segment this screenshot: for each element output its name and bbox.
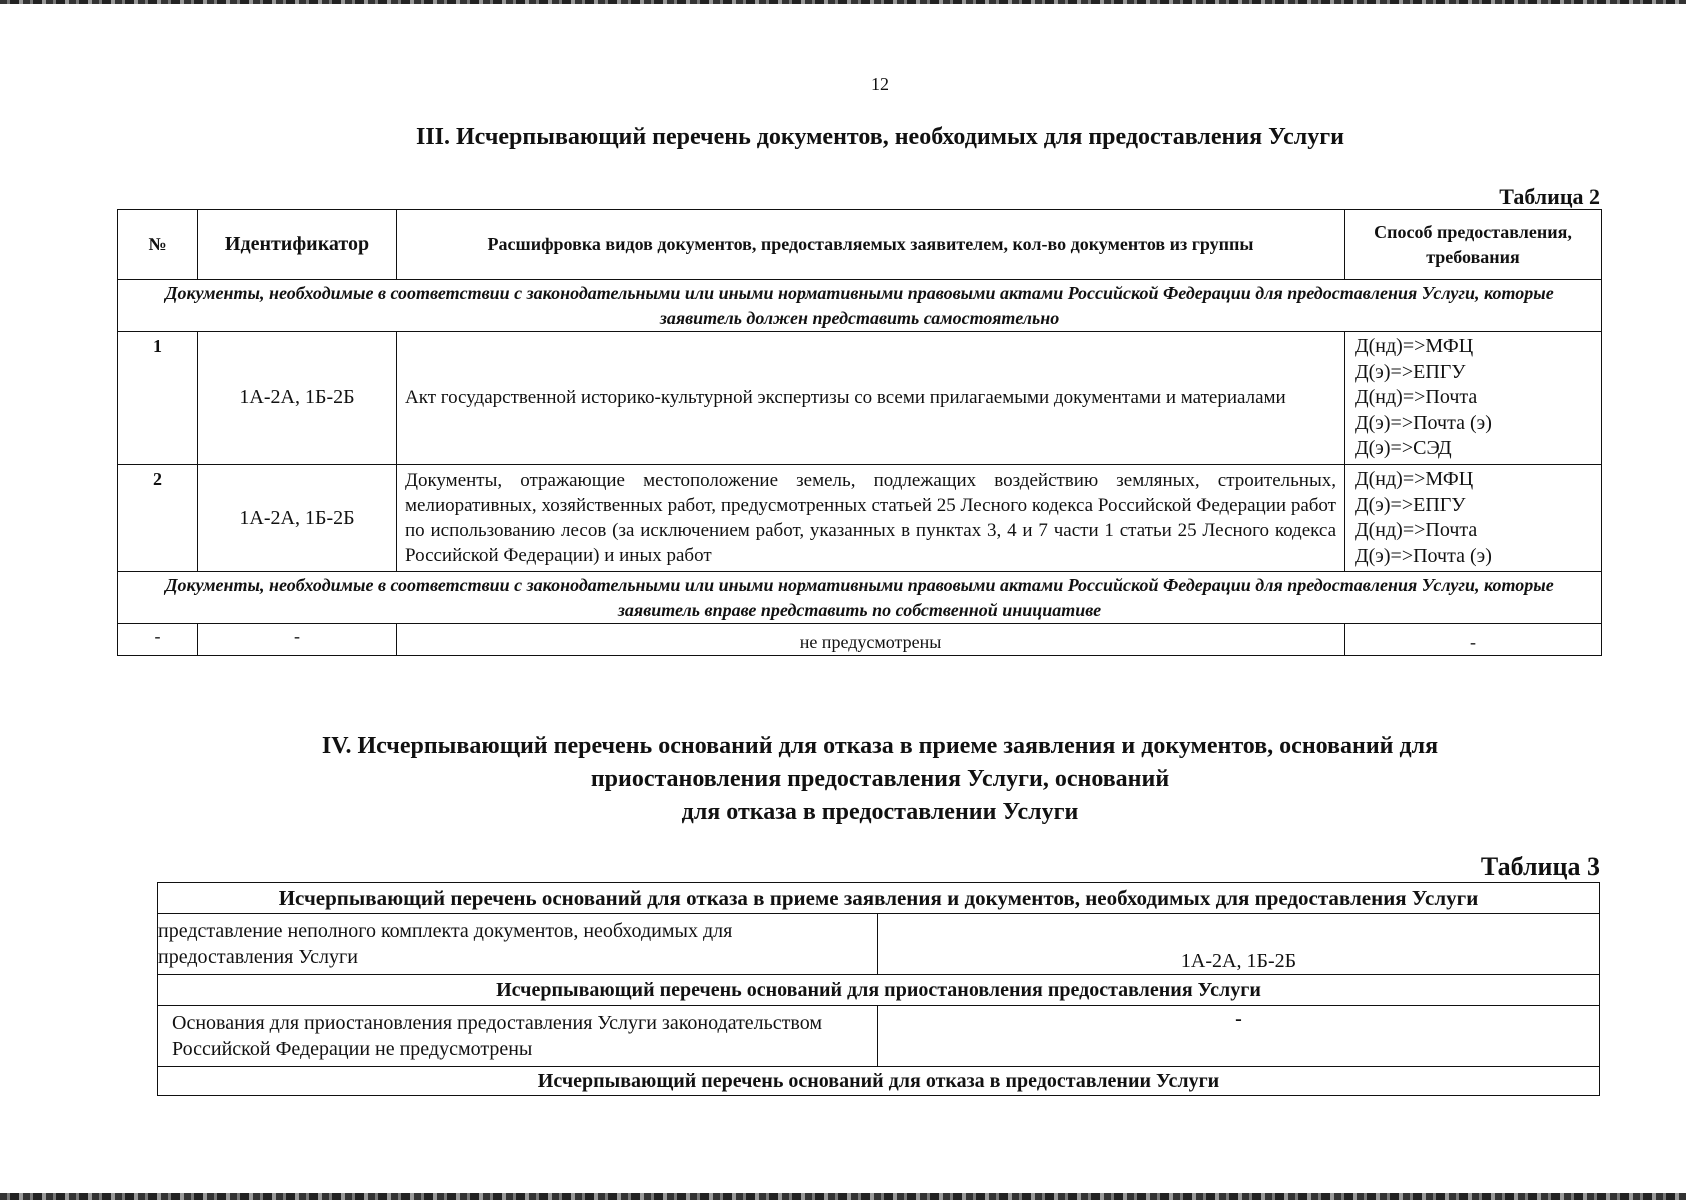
column-header-number: № — [118, 210, 198, 280]
method-item: Д(э)=>Почта (э) — [1355, 544, 1492, 567]
column-header-method: Способ предоставления, требования — [1345, 210, 1602, 280]
refusal-acceptance-heading-row — [158, 883, 1600, 914]
row-methods — [1345, 464, 1602, 571]
row-identifier: - — [198, 624, 397, 656]
refusal-acceptance-identifier: 1А-2А, 1Б-2Б — [878, 914, 1600, 975]
method-item: Д(нд)=>Почта — [1355, 386, 1478, 409]
refusal-grounds-table — [157, 882, 1600, 1096]
table-2-caption: Таблица 2 — [1499, 184, 1600, 209]
documents-table — [117, 209, 1602, 656]
method-item: Д(э)=>ЕПГУ — [1355, 493, 1466, 516]
group-label-required: Документы, необходимые в соответствии с законодательными или иными нормативными правовыми актами Российской Федерации для предоставления Услуги, которые заявитель должен представить самостоятельно — [118, 280, 1602, 332]
method-item: Д(нд)=>МФЦ — [1355, 467, 1474, 490]
suspension-heading: Исчерпывающий перечень оснований для приостановления предоставления Услуги — [158, 975, 1600, 1006]
section-4-title-line: приостановления предоставления Услуги, оснований — [590, 766, 1170, 792]
refusal-service-heading: Исчерпывающий перечень оснований для отказа в предоставлении Услуги — [158, 1067, 1600, 1096]
row-identifier: 1А-2А, 1Б-2Б — [198, 464, 397, 571]
group-label-optional: Документы, необходимые в соответствии с законодательными или иными нормативными правовыми актами Российской Федерации для предоставления Услуги, которые заявитель вправе представить по собственной инициативе — [118, 572, 1602, 624]
refusal-acceptance-row — [158, 914, 1600, 975]
method-item: Д(э)=>СЭД — [1355, 437, 1452, 460]
column-header-description: Расшифровка видов документов, предоставляемых заявителем, кол-во документов из группы — [397, 210, 1345, 280]
row-description: не предусмотрены — [397, 624, 1345, 656]
method-item: Д(э)=>Почта (э) — [1355, 411, 1492, 434]
row-identifier: 1А-2А, 1Б-2Б — [198, 332, 397, 465]
method-item: Д(нд)=>Почта — [1355, 519, 1478, 542]
method-item: Д(нд)=>МФЦ — [1355, 335, 1474, 357]
refusal-acceptance-heading: Исчерпывающий перечень оснований для отказа в приеме заявления и документов, необходимых для предоставления Услуги — [158, 883, 1600, 914]
suspension-reason: Основания для приостановления предоставления Услуги законодательством Российской Федерации не предусмотрены — [158, 1006, 878, 1067]
method-item: Д(э)=>ЕПГУ — [1355, 360, 1466, 383]
table-row — [118, 332, 1602, 465]
row-number: - — [118, 624, 198, 656]
row-methods — [1345, 332, 1602, 465]
section-4-title-line: IV. Исчерпывающий перечень оснований для отказа в приеме заявления и документов, оснований для — [321, 733, 1439, 759]
table-row — [118, 624, 1602, 656]
row-method: - — [1345, 624, 1602, 656]
refusal-acceptance-reason: представление неполного комплекта документов, необходимых для предоставления Услуги — [158, 914, 878, 975]
table-row — [118, 464, 1602, 571]
row-description: Документы, отражающие местоположение земель, подлежащих воздействию земляных, строительных, мелиоративных, хозяйственных работ, предусмотренных статьей 25 Лесного кодекса Российской Федерации работ по использованию лесов (за исключением работ, указанных в пунктах 3, 4 и 7 части 1 статьи 25 Лесного кодекса Российской Федерации) и иных работ — [397, 464, 1345, 571]
group-row-required — [118, 280, 1602, 332]
table-header-row — [118, 210, 1602, 280]
section-3-title: III. Исчерпывающий перечень документов, необходимых для предоставления Услуги — [415, 124, 1344, 150]
scan-edge-top — [0, 0, 1686, 4]
scan-edge-bottom — [0, 1193, 1686, 1200]
suspension-identifier: - — [878, 1006, 1600, 1067]
suspension-heading-row — [158, 975, 1600, 1006]
section-4-title-line: для отказа в предоставлении Услуги — [681, 799, 1079, 825]
page-number: 12 — [871, 74, 889, 94]
row-number: 1 — [118, 332, 198, 465]
row-description: Акт государственной историко-культурной экспертизы со всеми прилагаемыми документами и материалами — [397, 332, 1345, 465]
table-3-caption: Таблица 3 — [1480, 852, 1600, 881]
group-row-optional — [118, 572, 1602, 624]
refusal-service-heading-row — [158, 1067, 1600, 1096]
row-number: 2 — [118, 464, 198, 571]
suspension-row — [158, 1006, 1600, 1067]
column-header-identifier: Идентификатор — [198, 210, 397, 280]
section-4-title — [0, 730, 1686, 829]
